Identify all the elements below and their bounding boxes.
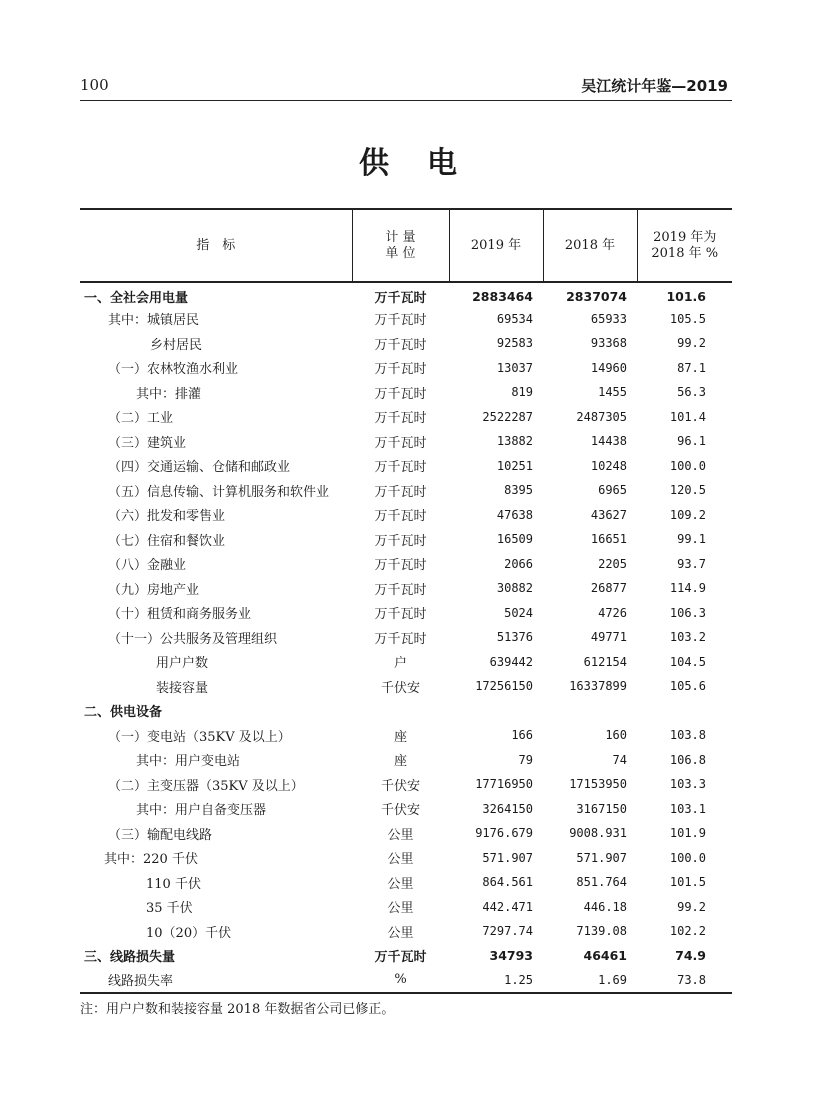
table-header (80, 209, 732, 282)
column-header-2019: 2019 年 (449, 209, 543, 282)
row-value-2018: 612154 (583, 654, 627, 669)
row-indicator: 其中：220 千伏 (104, 852, 198, 868)
row-unit: % (352, 968, 449, 993)
row-value-2018: 65933 (590, 311, 627, 326)
row-value-2019: 442.471 (482, 899, 533, 914)
row-indicator: 二、供电设备 (84, 705, 163, 721)
table-row (80, 797, 732, 822)
row-ratio: 103.1 (669, 801, 706, 816)
row-ratio: 101.6 (666, 288, 706, 304)
row-indicator: 10（20）千伏 (146, 925, 232, 941)
row-ratio: 106.3 (669, 605, 706, 620)
footnote: 注：用户户数和装接容量 2018 年数据省公司已修正。 (80, 1002, 395, 1017)
table-body (80, 282, 732, 993)
row-unit: 万千瓦时 (374, 533, 427, 549)
row-ratio: 102.2 (669, 924, 706, 939)
table-row (80, 674, 732, 699)
row-unit: 公里 (387, 876, 414, 892)
row-ratio: 114.9 (669, 581, 706, 596)
row-value-2018: 14438 (590, 434, 627, 449)
book-title: 吴江统计年鉴—2019 (581, 77, 728, 95)
row-indicator: （四）交通运输、仓储和邮政业 (108, 460, 291, 476)
table-row (80, 503, 732, 528)
table-row (80, 380, 732, 405)
row-ratio: 74.9 (675, 948, 706, 964)
row-unit: 万千瓦时 (374, 362, 427, 378)
row-value-2019: 166 (511, 728, 533, 743)
row-value-2019: 79 (518, 752, 533, 767)
row-indicator: 其中：排灌 (136, 386, 202, 402)
row-unit: 万千瓦时 (374, 313, 427, 329)
row-indicator: （七）住宿和餐饮业 (108, 533, 226, 549)
table-row (80, 429, 732, 454)
row-unit: 千伏安 (380, 778, 420, 794)
table-row (80, 944, 732, 969)
table-row (80, 331, 732, 356)
header-divider (80, 100, 732, 101)
row-value-2018: 2487305 (576, 409, 627, 424)
row-value-2018: 46461 (583, 948, 627, 964)
row-ratio: 101.4 (669, 409, 706, 424)
row-value-2018 (543, 699, 637, 724)
row-indicator: 其中：用户变电站 (136, 754, 241, 770)
row-value-2018: 4726 (598, 605, 627, 620)
row-value-2018: 14960 (590, 360, 627, 375)
table-row (80, 527, 732, 552)
power-supply-table (80, 208, 732, 994)
row-indicator: （八）金融业 (108, 558, 187, 574)
row-value-2019: 10251 (496, 458, 533, 473)
row-value-2019: 3264150 (482, 801, 533, 816)
row-value-2019: 2066 (504, 556, 533, 571)
row-ratio: 103.2 (669, 630, 706, 645)
row-indicator: 线路损失率 (80, 968, 352, 993)
row-indicator: 用户户数 (156, 656, 209, 672)
row-value-2018: 571.907 (576, 850, 627, 865)
row-ratio: 106.8 (669, 752, 706, 767)
row-indicator: （二）主变压器（35KV 及以上） (108, 778, 304, 794)
row-value-2019: 13037 (496, 360, 533, 375)
table-row (80, 821, 732, 846)
row-value-2019: 13882 (496, 434, 533, 449)
row-indicator: （十）租赁和商务服务业 (108, 607, 252, 623)
row-ratio: 100.0 (669, 458, 706, 473)
row-value-2018: 446.18 (583, 899, 627, 914)
table-row (80, 846, 732, 871)
row-value-2019: 819 (511, 385, 533, 400)
row-value-2019: 69534 (496, 311, 533, 326)
table-row (80, 748, 732, 773)
row-value-2019: 16509 (496, 532, 533, 547)
row-unit: 万千瓦时 (374, 509, 427, 525)
row-unit (352, 699, 449, 724)
row-indicator: （六）批发和零售业 (108, 509, 226, 525)
row-ratio: 56.3 (677, 385, 706, 400)
row-indicator: （三）输配电线路 (108, 827, 213, 843)
row-value-2018: 2837074 (566, 288, 627, 304)
row-unit: 千伏安 (380, 680, 420, 696)
table-row (80, 282, 732, 307)
row-unit: 万千瓦时 (374, 582, 427, 598)
row-ratio: 99.2 (677, 899, 706, 914)
row-value-2018: 10248 (590, 458, 627, 473)
row-value-2019: 1.25 (449, 968, 543, 993)
row-indicator: （一）农林牧渔水利业 (108, 362, 239, 378)
row-ratio: 99.2 (677, 336, 706, 351)
row-ratio: 104.5 (669, 654, 706, 669)
row-value-2018: 6965 (598, 483, 627, 498)
row-unit: 座 (393, 754, 407, 770)
row-unit: 座 (393, 729, 407, 745)
table-row (80, 576, 732, 601)
row-value-2019: 17716950 (475, 777, 533, 792)
row-ratio: 103.8 (669, 728, 706, 743)
table-row (80, 870, 732, 895)
row-unit: 户 (393, 656, 407, 672)
row-ratio: 109.2 (669, 507, 706, 522)
row-indicator: 一、全社会用电量 (84, 290, 189, 306)
column-header-indicator: 指 标 (80, 209, 352, 282)
row-ratio: 96.1 (677, 434, 706, 449)
row-ratio: 100.0 (669, 850, 706, 865)
row-indicator: （一）变电站（35KV 及以上） (108, 729, 291, 745)
row-value-2018: 9008.931 (569, 826, 627, 841)
row-unit: 万千瓦时 (374, 607, 427, 623)
table-row (80, 625, 732, 650)
row-value-2018: 160 (605, 728, 627, 743)
row-value-2019: 571.907 (482, 850, 533, 865)
table-row (80, 405, 732, 430)
table-row (80, 919, 732, 944)
table-row (80, 650, 732, 675)
row-unit: 万千瓦时 (374, 337, 427, 353)
row-unit: 万千瓦时 (374, 435, 427, 451)
page-title: 供电 (359, 146, 495, 181)
row-indicator: 其中：用户自备变压器 (136, 803, 267, 819)
row-value-2018: 74 (612, 752, 627, 767)
column-header-2018: 2018 年 (543, 209, 637, 282)
row-ratio: 101.9 (669, 826, 706, 841)
page-number: 100 (80, 76, 109, 94)
row-value-2018: 2205 (598, 556, 627, 571)
row-indicator: 其中：城镇居民 (108, 313, 200, 329)
row-value-2018: 3167150 (576, 801, 627, 816)
row-ratio: 101.5 (669, 875, 706, 890)
row-unit: 公里 (387, 852, 414, 868)
row-value-2018: 49771 (590, 630, 627, 645)
row-unit: 公里 (387, 827, 414, 843)
row-value-2019: 864.561 (482, 875, 533, 890)
row-value-2018: 93368 (590, 336, 627, 351)
row-value-2019: 2883464 (472, 288, 533, 304)
row-indicator: 三、线路损失量 (84, 950, 176, 966)
row-unit: 万千瓦时 (374, 558, 427, 574)
row-ratio: 87.1 (677, 360, 706, 375)
row-value-2019: 9176.679 (475, 826, 533, 841)
row-indicator: （十一）公共服务及管理组织 (108, 631, 278, 647)
row-value-2018: 16337899 (569, 679, 627, 694)
row-unit: 万千瓦时 (374, 460, 427, 476)
row-unit: 公里 (387, 901, 414, 917)
row-value-2019: 92583 (496, 336, 533, 351)
row-indicator: 110 千伏 (146, 876, 201, 892)
row-ratio: 73.8 (637, 968, 732, 993)
row-value-2019: 8395 (504, 483, 533, 498)
row-indicator: （二）工业 (108, 411, 174, 427)
row-value-2019: 2522287 (482, 409, 533, 424)
row-indicator: （三）建筑业 (108, 435, 187, 451)
table-row (80, 552, 732, 577)
row-value-2018: 26877 (590, 581, 627, 596)
row-unit: 万千瓦时 (374, 484, 427, 500)
row-ratio: 99.1 (677, 532, 706, 547)
table-row (80, 772, 732, 797)
table-row (80, 478, 732, 503)
row-value-2018: 7139.08 (576, 924, 627, 939)
row-unit: 千伏安 (380, 803, 420, 819)
row-unit: 万千瓦时 (374, 411, 427, 427)
table-row (80, 601, 732, 626)
row-value-2018: 1.69 (543, 968, 637, 993)
row-indicator: 35 千伏 (146, 901, 193, 917)
row-value-2019: 17256150 (475, 679, 533, 694)
row-ratio (637, 699, 732, 724)
row-value-2018: 43627 (590, 507, 627, 522)
row-unit: 公里 (387, 925, 414, 941)
row-value-2018: 1455 (598, 385, 627, 400)
row-indicator: （九）房地产业 (108, 582, 200, 598)
row-value-2019: 34793 (489, 948, 533, 964)
row-ratio: 93.7 (677, 556, 706, 571)
row-ratio: 105.5 (669, 311, 706, 326)
table-row (80, 356, 732, 381)
row-ratio: 105.6 (669, 679, 706, 694)
table-row (80, 968, 732, 993)
table-row (80, 723, 732, 748)
table-row (80, 454, 732, 479)
row-ratio: 120.5 (669, 483, 706, 498)
row-indicator: 乡村居民 (150, 337, 203, 353)
row-value-2019 (449, 699, 543, 724)
row-value-2018: 17153950 (569, 777, 627, 792)
table-row (80, 307, 732, 332)
row-value-2019: 7297.74 (482, 924, 533, 939)
row-indicator: 装接容量 (156, 680, 209, 696)
table-row (80, 699, 732, 724)
row-value-2019: 51376 (496, 630, 533, 645)
row-value-2019: 5024 (504, 605, 533, 620)
row-unit: 万千瓦时 (374, 631, 427, 647)
row-value-2018: 851.764 (576, 875, 627, 890)
row-unit: 万千瓦时 (374, 950, 427, 966)
row-value-2019: 47638 (496, 507, 533, 522)
column-header-unit: 计 量 单 位 (352, 209, 449, 282)
row-value-2019: 639442 (489, 654, 533, 669)
row-ratio: 103.3 (669, 777, 706, 792)
row-value-2018: 16651 (590, 532, 627, 547)
column-header-ratio: 2019 年为 2018 年 % (637, 209, 732, 282)
table-row (80, 895, 732, 920)
row-unit: 万千瓦时 (374, 386, 427, 402)
row-unit: 万千瓦时 (374, 290, 427, 306)
row-value-2019: 30882 (496, 581, 533, 596)
row-indicator: （五）信息传输、计算机服务和软件业 (108, 484, 330, 500)
